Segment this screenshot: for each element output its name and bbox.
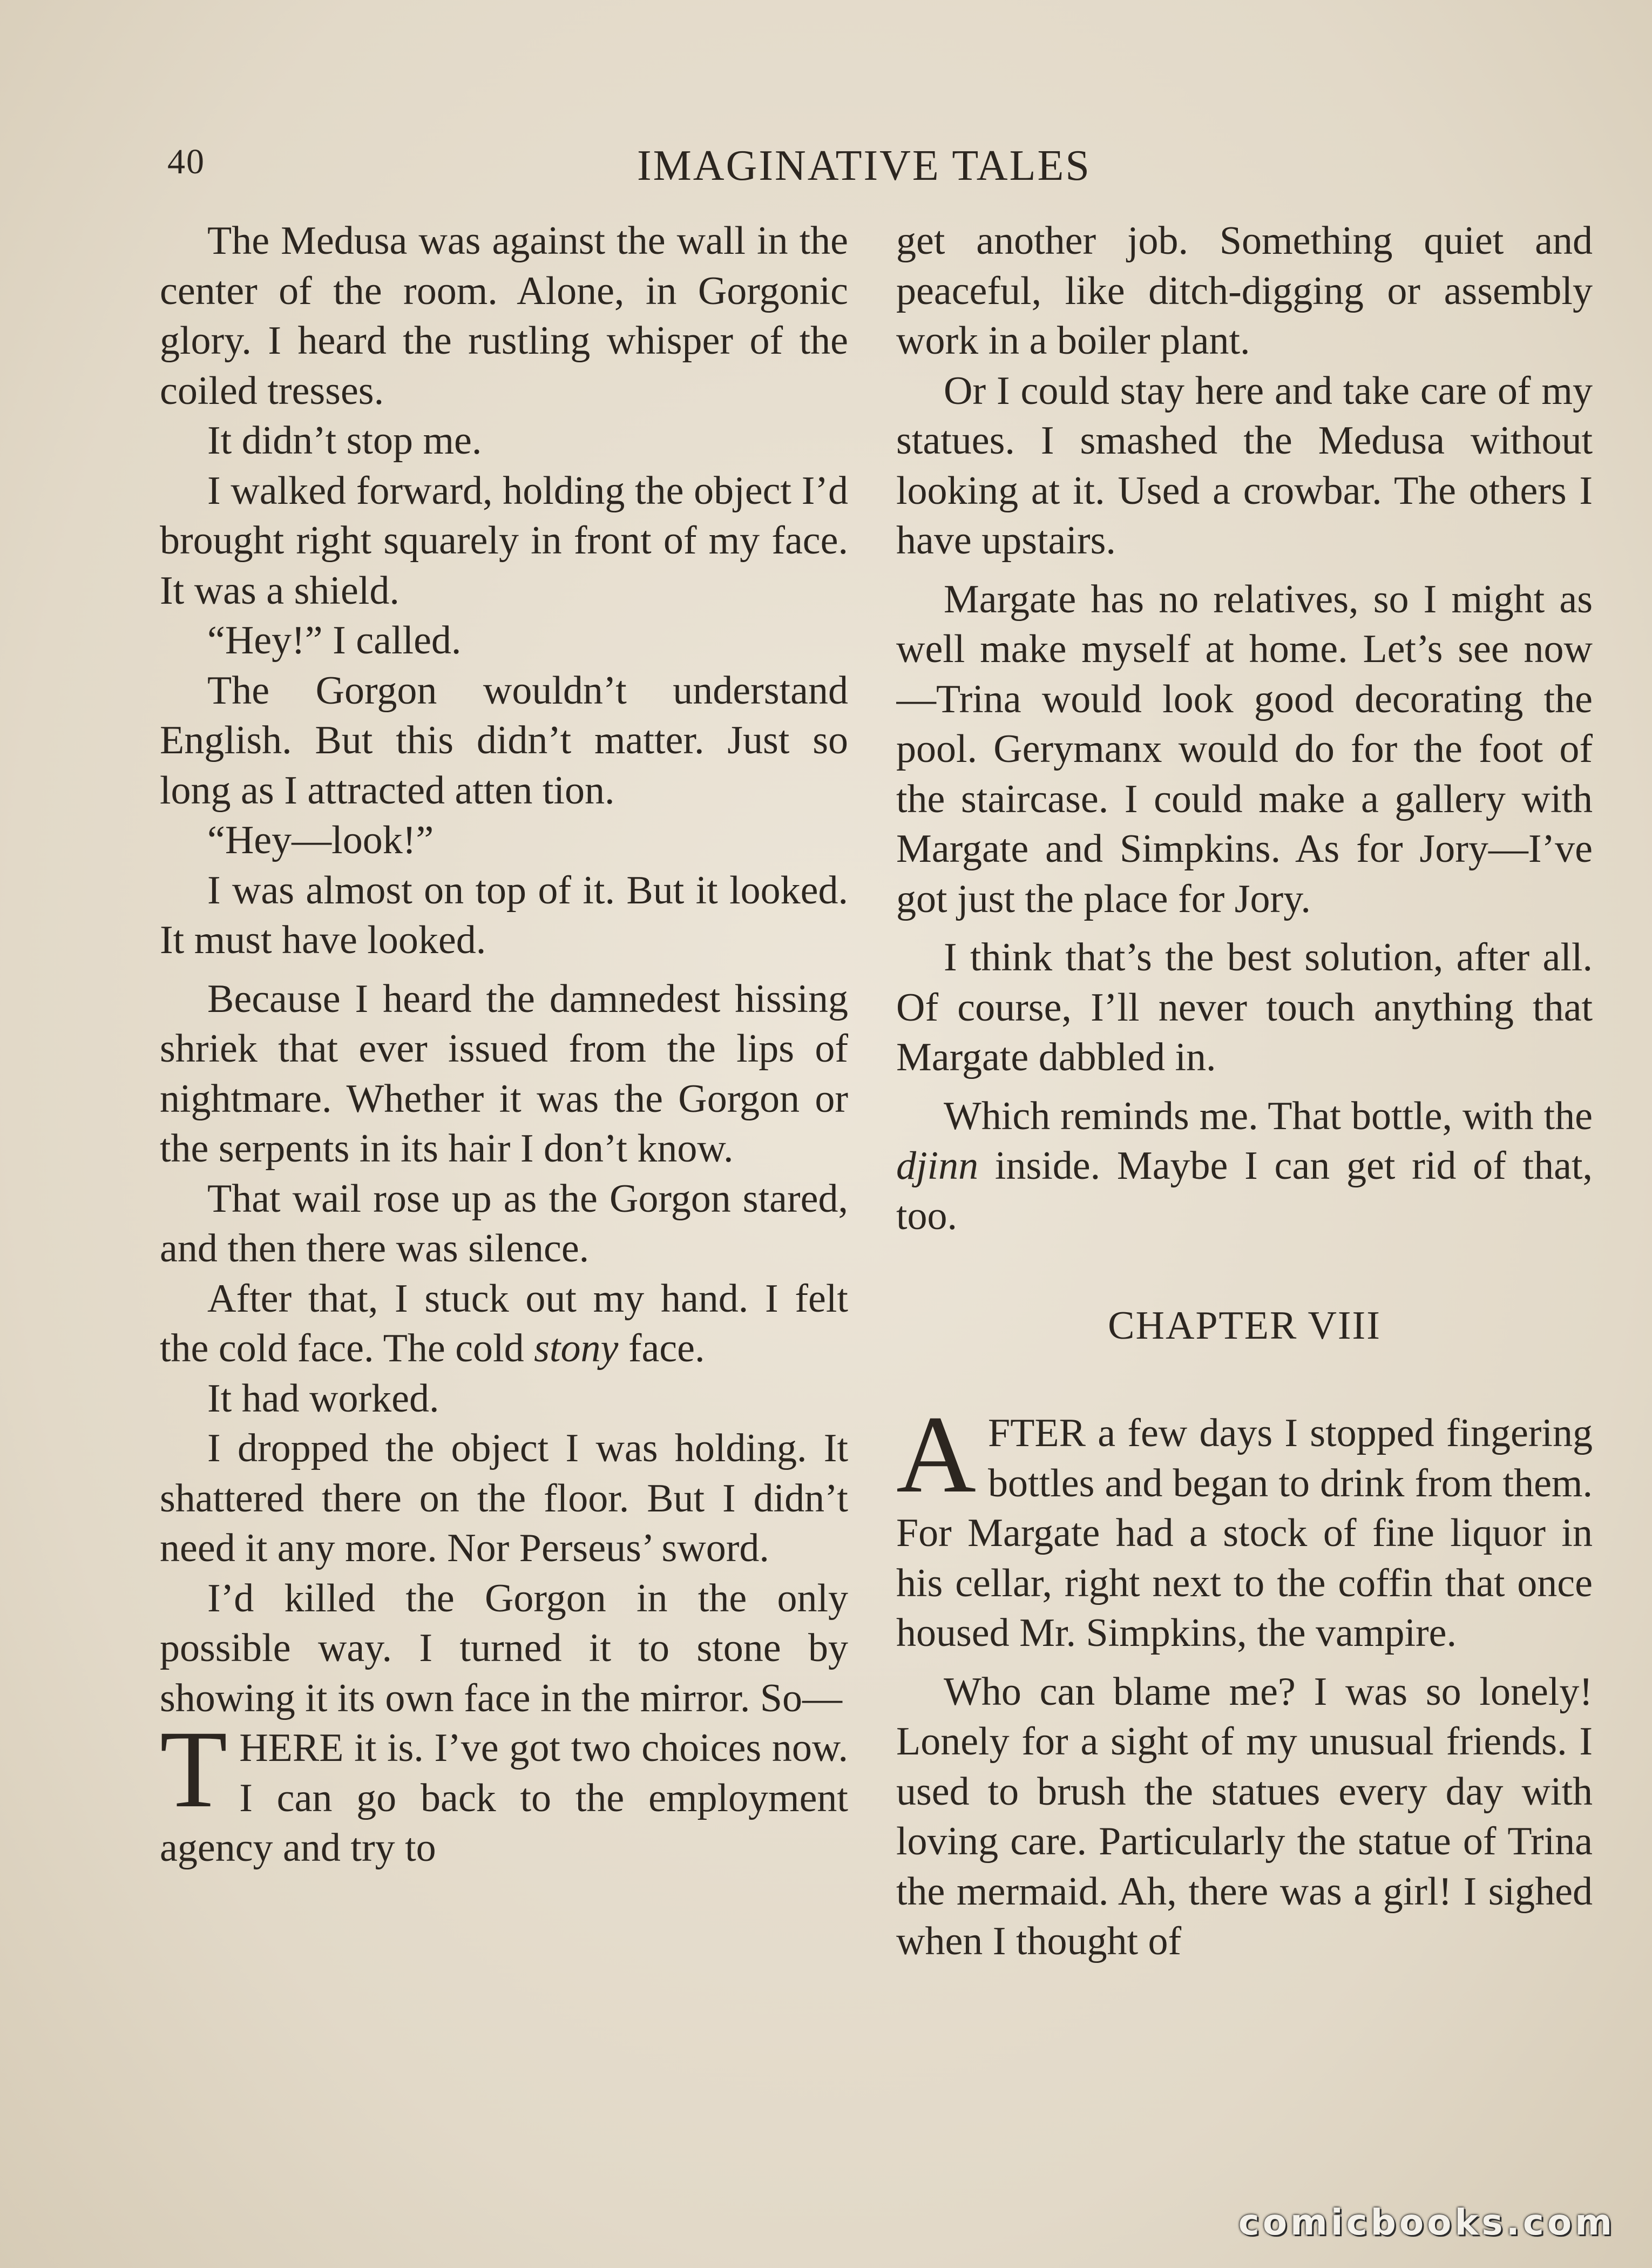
paragraph-text: FTER a few days I stopped fingering bottles and began to drink from them. For Margate had a stock of fine liquor in his cellar, right next to the coffin that once housed Mr. Simpkins, the vampire.	[896, 1411, 1593, 1655]
paragraph-text: After that, I stuck out my hand. I felt the cold face. The cold	[160, 1276, 848, 1371]
italic-word: stony	[534, 1326, 619, 1371]
paragraph: get another job. Something quiet and peaceful, like ditch-digging or assembly work in a boiler plant.	[896, 219, 1593, 363]
paragraph: I was almost on top of it. But it looked. It must have looked.	[160, 868, 848, 962]
left-column	[160, 216, 848, 2214]
paragraph	[160, 1274, 848, 1374]
paragraph: Who can blame me? I was so lonely! Lonely for a sight of my unusual friends. I used to brush the statues every day with loving care. Particularly the statue of Trina the mermaid. Ah, there was a girl! I sighed when I thought of	[896, 1669, 1593, 1963]
paragraph: The Gorgon wouldn’t understand English. But this didn’t matter. Just so long as I attracted atten tion.	[160, 668, 848, 813]
paragraph-text: inside. Maybe I can get rid of that, too.	[896, 1144, 1593, 1238]
paragraph-text: face.	[618, 1326, 705, 1371]
paragraph: “Hey!” I called.	[207, 618, 462, 663]
paragraph: I walked forward, holding the object I’d brought right squarely in front of my face. It was a shield.	[160, 468, 848, 613]
page-number: 40	[167, 142, 205, 181]
drop-cap: A	[896, 1393, 977, 1516]
paragraph: Margate has no relatives, so I might as well make myself at home. Let’s see now—Trina would look good decorating the pool. Gerymanx would do for the foot of the staircase. I could make a gallery with Margate and Simpkins. As for Jory—I’ve got just the place for Jory.	[896, 577, 1593, 921]
italic-word: djinn	[896, 1144, 979, 1188]
chapter-opening-paragraph	[896, 1393, 1593, 1658]
page-header	[167, 141, 1587, 201]
paragraph: Because I heard the damnedest hissing shriek that ever issued from the lips of nightmare. Whether it was the Gorgon or the serpents in its hair I don’t know.	[160, 976, 848, 1171]
paragraph: I’d killed the Gorgon in the only possible way. I turned it to stone by showing it its own face in the mirror. So—	[160, 1576, 848, 1720]
section-paragraph	[160, 1708, 848, 1873]
paragraph-text: HERE it is. I’ve got two choices now. I can go back to the employment agency and try to	[160, 1726, 848, 1870]
paragraph: That wail rose up as the Gorgon stared, and then there was silence.	[160, 1176, 848, 1271]
watermark: comicbooks.com	[1238, 2202, 1615, 2243]
paragraph: It had worked.	[207, 1376, 439, 1421]
right-column	[896, 216, 1593, 2214]
paragraph: I dropped the object I was holding. It shattered there on the floor. But I didn’t need it any more. Nor Perseus’ sword.	[160, 1426, 848, 1570]
paragraph: Or I could stay here and take care of my statues. I smashed the Medusa without looking at it. Used a crowbar. The others I have upstairs.	[896, 368, 1593, 563]
paragraph: I think that’s the best solution, after all. Of course, I’ll never touch anything that Margate dabbled in.	[896, 935, 1593, 1079]
paragraph: The Medusa was against the wall in the center of the room. Alone, in Gorgonic glory. I heard the rustling whisper of the coiled tresses.	[160, 219, 848, 413]
paragraph: It didn’t stop me.	[207, 418, 482, 463]
paragraph	[896, 1091, 1593, 1241]
paragraph-text: Which reminds me. That bottle, with the	[944, 1094, 1593, 1138]
paragraph: “Hey—look!”	[207, 818, 434, 862]
running-title: IMAGINATIVE TALES	[637, 142, 1091, 190]
chapter-heading: CHAPTER VIII	[1108, 1304, 1381, 1348]
drop-cap: T	[160, 1708, 228, 1831]
